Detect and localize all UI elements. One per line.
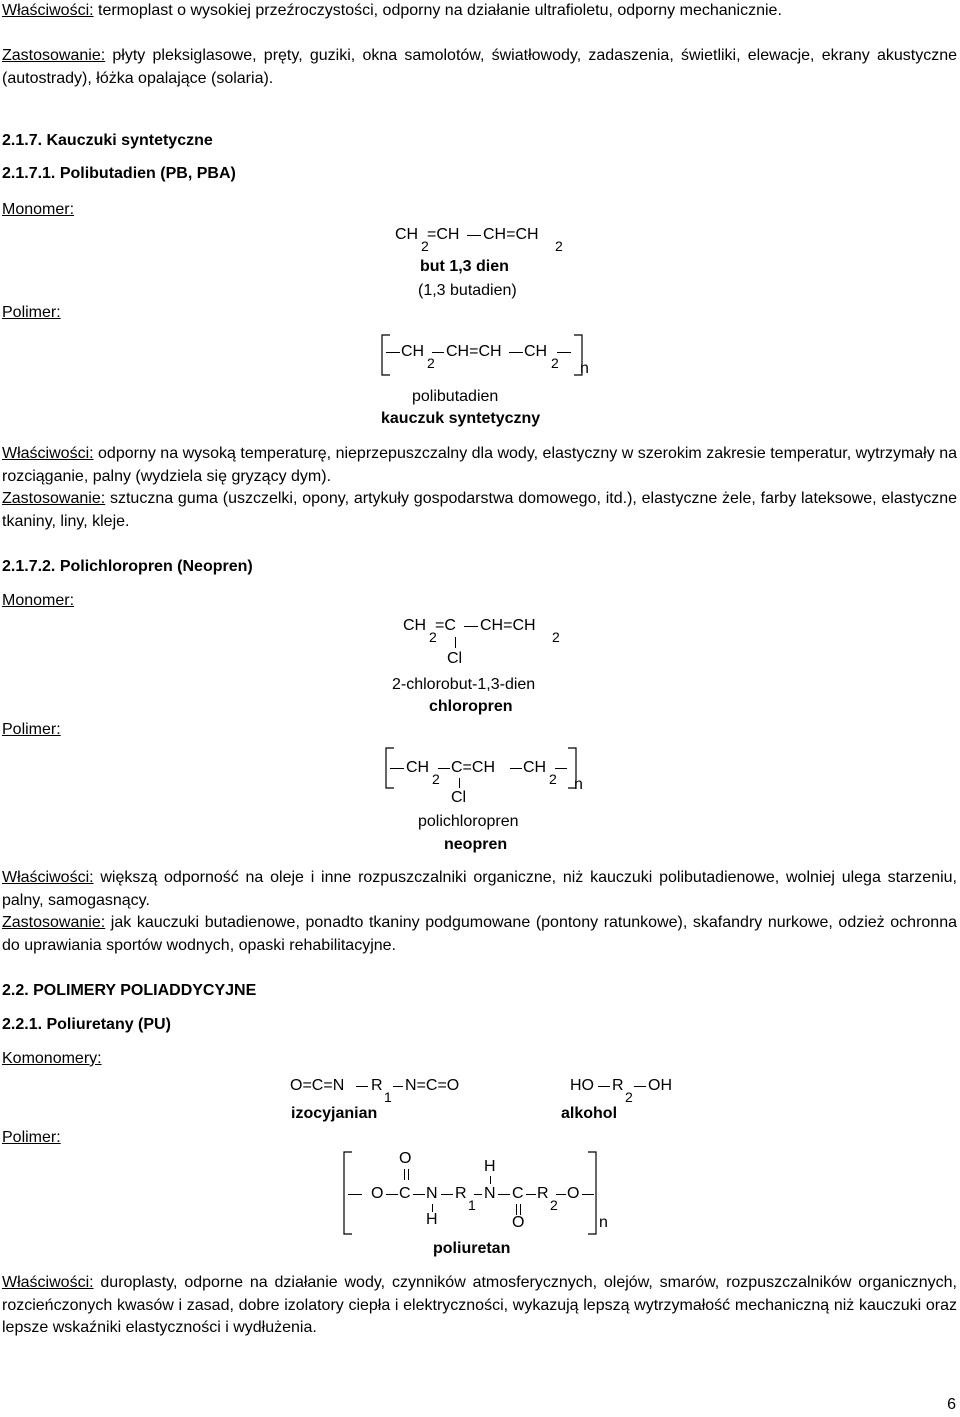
section-heading-2-1-7-2: 2.1.7.2. Polichloropren (Neopren) [2, 558, 253, 575]
monomer-label: Monomer: [2, 201, 75, 218]
repeat-count-n: n [599, 1214, 608, 1231]
butadiene-alt-name: (1,3 butadien) [418, 282, 517, 299]
polybutadiene-name: polibutadien [412, 388, 499, 405]
monomer-label: Monomer: [2, 592, 75, 609]
chloroprene-name: chloropren [429, 698, 513, 715]
section-heading-2-1-7-1: 2.1.7.1. Polibutadien (PB, PBA) [2, 165, 236, 182]
pu-properties-paragraph [2, 1272, 957, 1340]
neo-properties-paragraph [2, 867, 957, 912]
usage-text: sztuczna guma (uszczelki, opony, artykuły gospodarstwa domowego, itd.), elastyczne żele, farby lateksowe, elastyczne tkaniny, liny, kleje. [2, 490, 957, 530]
alcohol-name: alkohol [561, 1105, 618, 1122]
usage-label: Zastosowanie: [2, 490, 106, 507]
pmma-usage-paragraph [2, 45, 957, 90]
section-heading-2-2-1: 2.2.1. Poliuretany (PU) [2, 1016, 171, 1033]
pmma-properties-paragraph [2, 0, 957, 23]
polimer-label: Polimer: [2, 721, 61, 738]
properties-label: Właściwości: [2, 445, 94, 462]
pb-properties-paragraph [2, 443, 957, 488]
properties-label: Właściwości: [2, 1274, 94, 1291]
polychloroprene-name: polichloropren [418, 813, 519, 830]
usage-label: Zastosowanie: [2, 47, 106, 64]
neo-usage-paragraph [2, 912, 957, 957]
pb-usage-paragraph [2, 488, 957, 533]
polimer-label: Polimer: [2, 304, 61, 321]
section-heading-2-2: 2.2. POLIMERY POLIADDYCYJNE [2, 982, 257, 999]
section-heading-2-1-7: 2.1.7. Kauczuki syntetyczne [2, 132, 213, 149]
properties-label: Właściwości: [2, 2, 94, 19]
document-page: Właściwości: termoplast o wysokiej przeźroczystości, odporny na działanie ultrafioletu, odporny mechanicznie. Zastosowanie: płyty pleksiglasowe, pręty, guziki, okna samolotów, światłowody, zadaszenia, świetliki, elewacje, ekrany akustyczne (autostrady), łóżka opalające (solaria). 2.1.7. Kauczuki syntetyczne 2.1.7.1. Polibutadien (PB, PBA) Monomer: Polimer: CH 2 =CH CH=CH 2 but 1,3 dien (1,3 butadien) CH 2 CH=CH CH 2 n polibutadien kauczuk syntetyczny Właściwości: odporny na wysoką temperaturę, nieprzepuszczalny dla wody, elastyczny w szerokim zakresie temperatur, wytrzymały na rozciąganie, palny (wydziela się gryzący dym). Zastosowanie: sztuczna guma (uszczelki, opony, artykuły gospodarstwa domowego, itd.), elastyczne żele, farby lateksowe, elastyczne tkaniny, liny, kleje. 2.1.7.2. Polichloropren (Neopren) Monomer: Polimer: CH 2 =C CH=CH 2 Cl 2-chlorobut-1,3-dien chloropren CH 2 C=CH CH 2 Cl n polichloropren neopren Właściwości: większą odporność na oleje i inne rozpuszczalniki organiczne, niż kauczuki polibutadienowe, wolniej ulega starzeniu, palny, samogasnący. Zastosowanie: jak kauczuki butadienowe, ponadto tkaniny podgumowane (pontony ratunkowe), skafandry nurkowe, odzież ochronna do uprawiania sportów wodnych, opaski rehabilitacyjne. 2.2. POLIMERY POLIADDYCYJNE 2.2.1. Poliuretany (PU) Komonomery: Polimer: O=C=N R 1 N=C=O izocyjanian HO R 2 OH alkohol O H O C N R 1 N C R 2 O H O n poliuretan Właściwości: duroplasty, odporne na działanie wody, czynników atmosferycznych, olejów, smarów, rozpuszczalników organicznych, rozcieńczonych kwasów i zasad, dobre izolatory ciepła i elektryczności, wykazują lepszą wytrzymałość mechaniczną niż kauczuki oraz lepsze wskaźniki elastyczności i wydłużenia. 6 [0, 0, 960, 1414]
usage-label: Zastosowanie: [2, 914, 106, 931]
properties-text: większą odporność na oleje i inne rozpuszczalniki organiczne, niż kauczuki polibutadienowe, wolniej ulega starzeniu, palny, samogasnący. [2, 869, 957, 909]
polychloroprene-alt-name: neopren [444, 836, 508, 853]
butadiene-name: but 1,3 dien [420, 258, 509, 275]
properties-text: termoplast o wysokiej przeźroczystości, odporny na działanie ultrafioletu, odporny mechanicznie. [93, 2, 782, 19]
properties-text: duroplasty, odporne na działanie wody, czynników atmosferycznych, olejów, smarów, rozpuszczalników organicznych, rozcieńczonych kwasów i zasad, dobre izolatory ciepła i elektryczności, wykazują lepszą wytrzymałość mechaniczną niż kauczuki oraz lepsze wskaźniki elastyczności i wydłużenia. [2, 1274, 957, 1336]
polimer-label: Polimer: [2, 1129, 61, 1146]
properties-text: odporny na wysoką temperaturę, nieprzepuszczalny dla wody, elastyczny w szerokim zakresie temperatur, wytrzymały na rozciąganie, palny (wydziela się gryzący dym). [2, 445, 957, 485]
usage-text: jak kauczuki butadienowe, ponadto tkaniny podgumowane (pontony ratunkowe), skafandry nurkowe, odzież ochronna do uprawiania sportów wodnych, opaski rehabilitacyjne. [2, 914, 957, 954]
usage-text: płyty pleksiglasowe, pręty, guziki, okna samolotów, światłowody, zadaszenia, świetliki, elewacje, ekrany akustyczne (autostrady), łóżka opalające (solaria). [2, 47, 957, 87]
page-number: 6 [947, 1396, 956, 1413]
repeat-count-n: n [574, 776, 583, 793]
polyurethane-name: poliuretan [433, 1240, 511, 1257]
properties-label: Właściwości: [2, 869, 94, 886]
repeat-count-n: n [580, 360, 589, 377]
comonomers-label: Komonomery: [2, 1050, 102, 1067]
isocyanate-name: izocyjanian [291, 1105, 378, 1122]
polybutadiene-alt-name: kauczuk syntetyczny [381, 410, 541, 427]
chloroprene-iupac-name: 2-chlorobut-1,3-dien [392, 676, 536, 693]
